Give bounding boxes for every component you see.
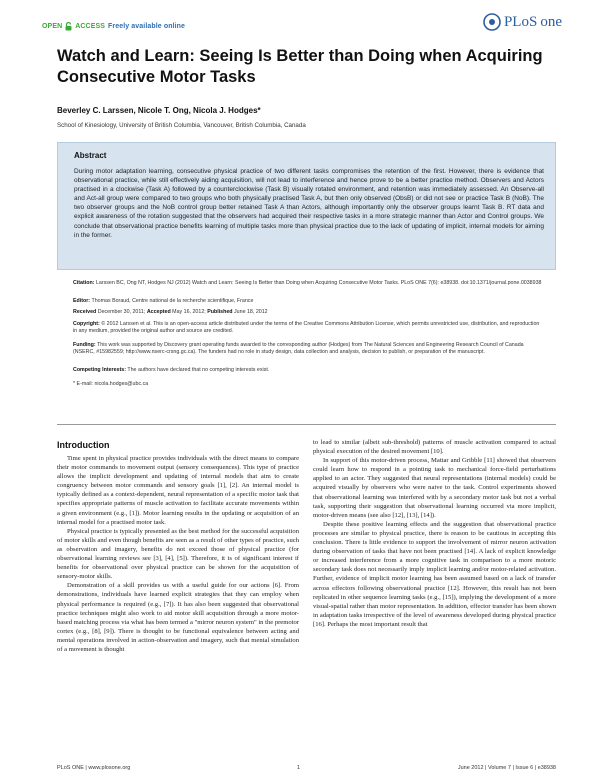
plos-logo-icon [482,12,502,32]
abstract-text: During motor adaptation learning, consecutive physical practice of two different tasks compromises the retention of the first. However, there is evidence that observational practice, while still effectively aiding acquisition, will not lead to interference and hence prove to be a better practice method. Observers and Actors practised in a clockwise (Task A) followed by a counterclockwise (Task B) visually rotated environment, and retention was immediately assessed. An Observe-all and Act-all group were compared to two groups who both physically practised Task A, but then only observed (ObsB) or did not see or practice Task B (NoB). The two observer groups and the NoB control group better retained Task A than Actors, although importantly only the observer groups learnt Task B. RT data and explicit awareness of the rotation suggested that the observers had acquired their respective tasks in a more strategic manner than Actor and Control groups. We conclude that observational practice benefits learning of multiple tasks more than physical practice due to the lack of updating of implicit, internal models for aiming in the former. [74,168,544,239]
intro-paragraph: Physical practice is typically presented as the best method for the successful acquisition of motor skills and even though benefits are seen as a result of other types of practice, such as observation and imagery, benefits do not exceed those of physical practice (for observational learning reviews see [3], [4], [5]). Therefore, it is of significant interest if benefits for observational over physical practice can be shown for the acquisition of sensory-motor skills. [57,527,299,581]
plos-one-logo [482,12,562,32]
abstract-box [57,142,556,270]
competing-interests [73,367,543,374]
competing-text: The authors have declared that no competing interests exist. [127,367,270,373]
freely-available-label: Freely available online [108,23,186,30]
intro-paragraph: to lead to similar (albeit sub-threshold) patterns of muscle activation compared to actual physical execution of the desired movement [10]. [313,439,556,456]
editor-text: Thomas Boraud, Centre national de la recherche scientifique, France [91,298,254,304]
corresponding-email[interactable]: * E-mail: nicola.hodges@ubc.ca [73,381,149,387]
access-label: ACCESS [75,23,106,30]
affiliation: School of Kinesiology, University of British Columbia, Vancouver, British Columbia, Canada [57,122,306,129]
received-label: Received [73,309,97,315]
funding-label: Funding: [73,342,96,348]
published-label: Published [207,309,233,315]
editor [73,298,543,305]
funding-text: This work was supported by Discovery grant operating funds awarded to the corresponding author (Hodges) from The Natural Sciences and Engineering Research Council of Canada (NSERC, #15982559; http://www.nserc-crsng.gc.ca). The funders had no role in study design, data collection and analysis, decision to publish, or preparation of the manuscript. [73,342,524,355]
section-divider [57,424,556,425]
accepted-date: May 16, 2012; [172,309,206,315]
received-date: December 30, 2011; [97,309,146,315]
abstract-heading: Abstract [74,151,107,160]
article-title: Watch and Learn: Seeing Is Better than Doing when Acquiring Consecutive Motor Tasks [57,47,543,86]
open-access-lock-icon [65,22,72,31]
dates [73,309,543,316]
published-date: June 18, 2012 [234,309,268,315]
page-number: 1 [297,765,301,771]
editor-label: Editor: [73,298,91,304]
intro-paragraph: Demonstration of a skill provides us with a useful guide for our actions [6]. From demonstrations, individuals have learned explicit strategies that they can employ when physical performance is required (e.g., [7]). It has also been suggested that observational practice techniques might also work to aid motor skill acquisition through a more motor-based matching process via what has been termed a "mirror neuron system" in the premotor cortex (e.g., [8], [9]). There is thought to be functional equivalence between acting and mental operations involved in action-observation and imagery, such that mental simulation of a movement is thought [57,582,299,653]
footer-journal: PLoS ONE | www.plosone.org [57,765,131,771]
citation-text: Larssen BC, Ong NT, Hodges NJ (2012) Watch and Learn: Seeing Is Better than Doing when Acquiring Consecutive Motor Tasks. PLoS ONE 7(6): e38938. doi:10.1371/journal.pone.0038938 [95,280,542,286]
logo-plos-text: PLoS [503,13,538,30]
introduction-heading: Introduction [57,440,110,450]
competing-label: Competing Interests: [73,367,126,373]
copyright-text: © 2012 Larssen et al. This is an open-access article distributed under the terms of the Creative Commons Attribution License, which permits unrestricted use, distribution, and reproduction in any medium, provided the original author and source are credited. [73,321,540,334]
copyright-label: Copyright: [73,321,100,327]
footer-issue: June 2012 | Volume 7 | Issue 6 | e38938 [457,765,556,771]
logo-one-text: one [540,13,562,30]
accepted-label: Accepted [146,309,171,315]
funding [73,342,543,356]
intro-paragraph: Despite these positive learning effects and the suggestion that observational practice processes are similar to physical practice, there is reason to be cautious in accepting this conclusion. There is little evidence to support the involvement of mirror neuron activation during observation of tasks that have not been practised [14]. A lack of explicit knowledge or increased interference from a more cognitive task in comparison to a more motoric secondary task does not necessarily imply implicit learning and/or motor-related activation. Further, evidence of implicit motor learning has been assumed based on a lack of transfer across effectors following observational practice [12]. However, this result has not been replicated in other sequence learning tasks (e.g., [15]), implying the development of a more visual-spatial rather than motor representation. In addition, effector transfer has been shown in adaptation tasks irrespective of the level of awareness developed during physical practice [16]. Perhaps the most important result that [313,520,556,628]
copyright [73,321,543,335]
intro-right-column [313,438,556,744]
intro-paragraph: In support of this motor-driven process, Mattar and Gribble [11] showed that observers could learn how to respond in a pointing task to mechanical force-field perturbations applied to an actor. They suggested that neural representations (internal models) could be acquired visually by observers who were naive to the task. Control experiments showed that observational learning was interfered with by a secondary motor task but not a verbal task, supporting their suggestion that observational learning occurred via more implicit, motor-driven means (see also [12], [13], [14]). [313,457,556,519]
open-access-banner [42,22,185,31]
citation-label: Citation: [73,280,95,286]
open-label: OPEN [42,23,63,30]
intro-left-column [57,454,299,744]
intro-paragraph: Time spent in physical practice provides individuals with the direct means to compare their motor commands to movement output (sensory consequences). This type of practice allows the implicit development and updating of internal models that aim to create congruency between motor commands and sensory goals [1], [2]. An internal model is typically defined as a context-dependent, neural representation of a specific motor task that specifies appropriate patterns of muscle activation to facilitate accurate movements within a given environment (e.g., [1]). Motor learning results in the updating or acquisition of an internal model for a practised motor task. [57,455,299,526]
citation [73,280,543,287]
author-list: Beverley C. Larssen, Nicole T. Ong, Nicola J. Hodges* [57,106,261,115]
